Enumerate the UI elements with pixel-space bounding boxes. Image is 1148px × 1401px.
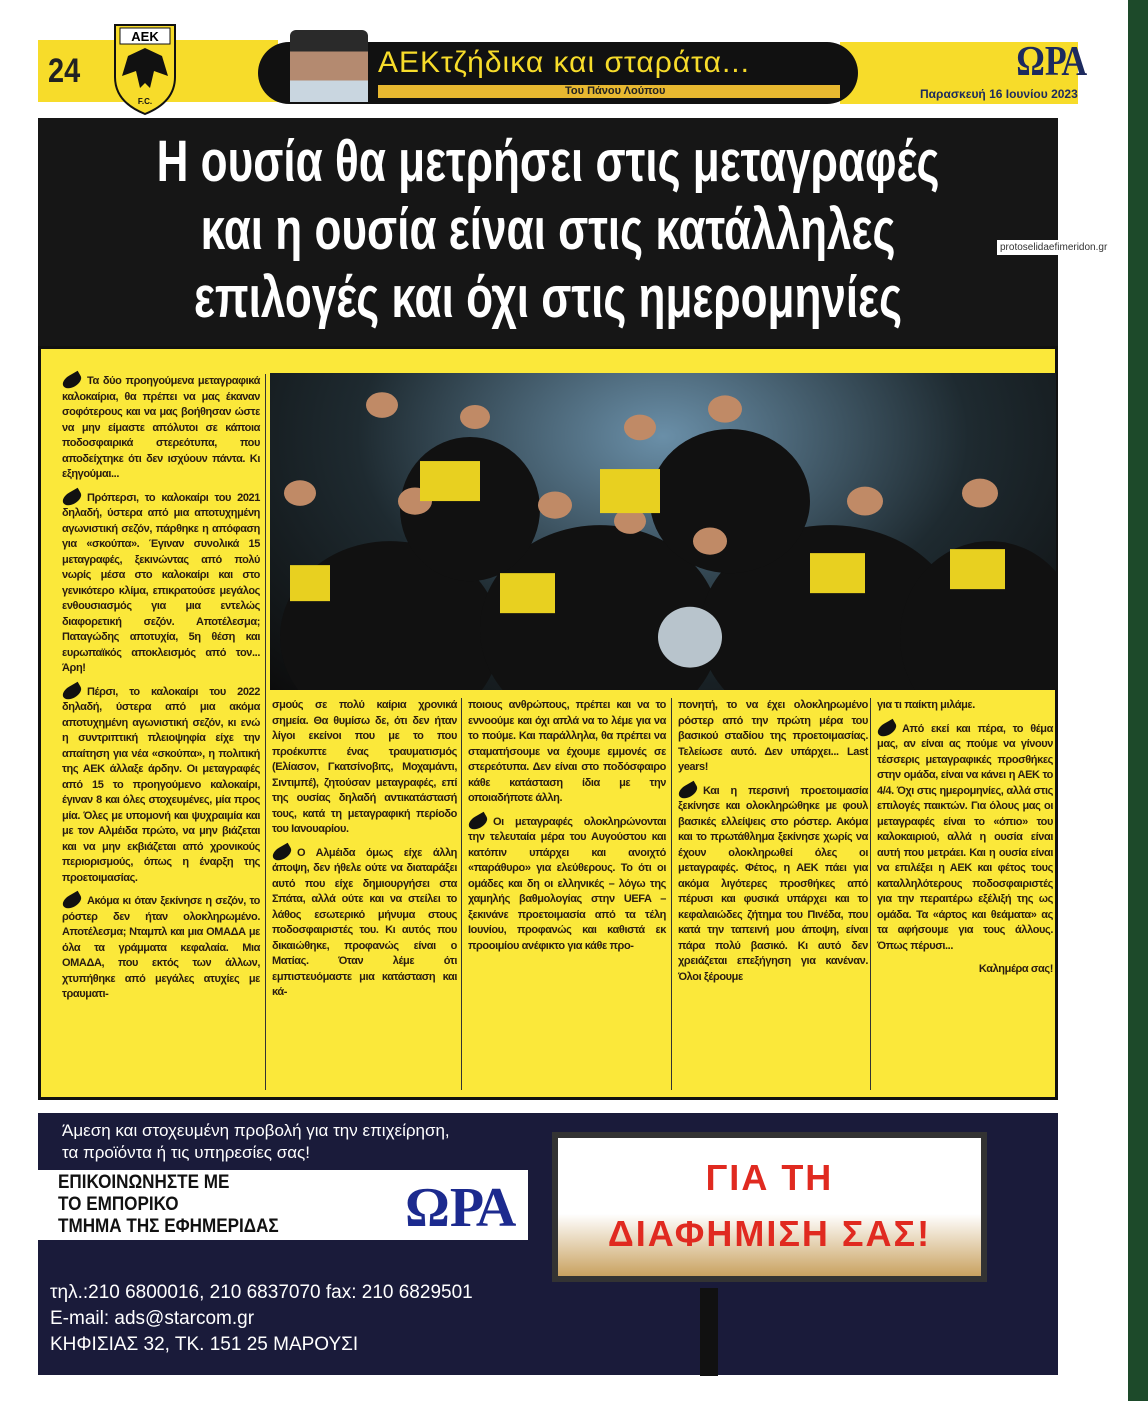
paragraph: Τα δύο προηγούμενα μεταγραφικά καλοκαίρια, θα πρέπει να μας έκαναν σοφότερους και να μας βοήθησαν ώστε να μην είμαστε απόλυτοι σε κάποια ποδοσφαιρικά στερεότυπα, που αποδείχτηκε ότι δεν ισχύουν πάντα. Κι εξηγούμαι... — [62, 375, 260, 480]
article-column-1 — [62, 374, 260, 1011]
ad-brand-logo: ΩΡΑ — [405, 1177, 517, 1239]
paragraph: Πρόπερσι, το καλοκαίρι του 2021 δηλαδή, ύστερα από μια αποτυχημένη αγωνιστική σεζόν, πάρθηκε η απόφαση για «σκούπα». Έγιναν συνολικά 15 μεταγραφές, ξεκινώντας από πολύ νωρίς μέσα στο καλοκαίρι και στο γενικότερο κλίμα, επικρατούσε μεγάλος ενθουσιασμός για μια εντελώς διαφορετική σεζόν. Αποτέλεσμα; Παταγώδης αποτυχία, 5η θέση και ευρωπαϊκός αποκλεισμός από τον... Άρη! — [62, 491, 260, 674]
column-divider — [461, 698, 462, 1090]
ad-cta-line: ΤΟ ΕΜΠΟΡΙΚΟ — [58, 1194, 179, 1215]
ad-phone: τηλ.:210 6800016, 210 6837070 fax: 210 6829501 — [50, 1282, 473, 1303]
article-column-5 — [877, 698, 1053, 978]
column-title: ΑΕΚτζήδικα και σταράτα... — [378, 46, 750, 79]
headline — [54, 128, 1042, 332]
article-column-4 — [678, 698, 868, 993]
paragraph: Και η περσινή προετοιμασία ξεκίνησε και ολοκληρώθηκε με φουλ βασικές ελλείψεις στο ρόστερ. Ακόμα και το πρωτάθλημα ξεκίνησε χωρίς να έχουν ολοκληρωθεί όλες οι μεταγραφές. Φέτος, η ΑΕΚ πάει για ακόμα λιγότερες προσθήκες από πέρυσι και φυσικά υπάρχει και το κεφαλαιώδες ζήτημα του Πινέδα, που κατά την ταπεινή μου άποψη, είναι πάρα πολύ βασικό. Κι αυτό δεν χρειάζεται επεξήγηση για κανέναν. Όλοι ξέρουμε — [678, 784, 868, 983]
headline-line: και η ουσία είναι στις κατάλληλες — [200, 197, 896, 262]
ad-tagline-line: τα προϊόντα ή τις υπηρεσίες σας! — [62, 1143, 310, 1162]
pen-icon — [270, 842, 293, 862]
paragraph: Από εκεί και πέρα, το θέμα μας, αν είναι ας πούμε να γίνουν τέσσερις μεταγραφικές προσθήκες στην ομάδα, είναι να κάνει η ΑΕΚ το 4/4. Όχι στις ημερομηνίες, αλλά στις επιλογές παικτών. Για όλους μας οι μεταγραφές είναι το «όπιο» του καλοκαιριού, αλλά η ουσία είναι αυτή που μετράει. Και η ουσία είναι να επιλέξει η ΑΕΚ και φέτος τους καταλληλότερους ποδοσφαιριστές για την περαιτέρω εξέλιξή της ως ομάδα. Τα «άρτος και θεάματα» ας τα αφήσουμε για τους άλλους. Όπως πέρυσι... — [877, 722, 1053, 952]
ad-tagline — [62, 1120, 450, 1164]
column-divider — [671, 698, 672, 1090]
pen-icon — [676, 780, 699, 800]
pen-icon — [60, 891, 83, 911]
pen-icon — [60, 681, 83, 701]
headline-line: επιλογές και όχι στις ημερομηνίες — [193, 265, 903, 330]
paragraph: ποιους ανθρώπους, πρέπει και να το εννοούμε και όχι απλά να το λέμε για να το πούμε. Και παράλληλα, θα πρέπει να σταματήσουμε να έχουμε εμμονές σε στερεότυπα. Δεν είναι στο ποδόσφαιρο κάθε κατάσταση ίδια με την οποιαδήποτε άλλη. — [468, 699, 666, 804]
headline-line: Η ουσία θα μετρήσει στις μεταγραφές — [156, 129, 940, 194]
ad-tagline-line: Άμεση και στοχευμένη προβολή για την επιχείρηση, — [62, 1121, 450, 1140]
crest-fc: F.C. — [137, 97, 153, 106]
pen-icon — [466, 811, 489, 831]
pen-icon — [60, 371, 83, 391]
column-divider — [265, 374, 266, 1090]
billboard-line: ΓΙΑ ΤΗ — [705, 1157, 834, 1198]
page-number: 24 — [48, 52, 81, 90]
pen-icon — [875, 718, 898, 738]
ad-cta-line: ΕΠΙΚΟΙΝΩΝΗΣΤΕ ΜΕ — [58, 1172, 230, 1193]
ad-address: ΚΗΦΙΣΙΑΣ 32, ΤΚ. 151 25 ΜΑΡΟΥΣΙ — [50, 1334, 359, 1355]
column-author: Του Πάνου Λούπου — [565, 85, 666, 97]
signoff: Καλημέρα σας! — [978, 963, 1053, 975]
column-divider — [870, 698, 871, 1090]
billboard-pole — [700, 1288, 718, 1376]
billboard-text — [552, 1150, 987, 1262]
ad-cta-line: ΤΜΗΜΑ ΤΗΣ ΕΦΗΜΕΡΙΔΑΣ — [58, 1216, 279, 1237]
article-column-2 — [272, 698, 457, 1009]
crest-text: ΑΕΚ — [131, 29, 159, 44]
author-avatar — [290, 30, 368, 102]
article-column-3 — [468, 698, 666, 962]
pen-icon — [60, 487, 83, 507]
team-celebration-photo — [270, 373, 1056, 690]
paragraph: Ακόμα κι όταν ξεκίνησε η σεζόν, το ρόστερ δεν ήταν ολοκληρωμένο. Αποτέλεσμα; Νταμπλ και μια ΟΜΑΔΑ με όλα τα γράμματα κεφαλαία. Μια ΟΜΑΔΑ, που εκτός των άλλων, χτυπήθηκε από μεγάλες ατυχίες με τραυματι- — [62, 895, 260, 1000]
paragraph: Οι μεταγραφές ολοκληρώνονται την τελευταία μέρα του Αυγούστου και κατόπιν υπάρχει και ανοιχτό «παράθυρο» για ελεύθερους. Το ότι οι ομάδες και δη οι ελληνικές – λόγω της χαμηλής βαθμολογίας στην UEFA – ξεκινάνε προετοιμασία από τα τέλη Ιουνίου, προφανώς και καθιστά εκ προοιμίου ανέφικτο για κάθε προ- — [468, 815, 666, 952]
issue-date: Παρασκευή 16 Ιουνίου 2023 — [920, 87, 1078, 101]
paragraph: σμούς σε πολύ καίρια χρονικά σημεία. Θα θυμίσω δε, ότι δεν ήταν λίγοι εκείνοι που με το που προέκυπτε ένας τραυματισμός (Ελίασον, Γκατσίνοβιτς, Μοχαμάντι, Σιντιμπέ), ζητούσαν μεταγραφές, επί της ουσίας δηλαδή αντικατάστασή τους, κατά τη μεταγραφική περίοδο του Ιανουαρίου. — [272, 699, 457, 835]
aek-crest-logo — [112, 22, 178, 116]
ad-contact — [50, 1280, 473, 1358]
paragraph: πονητή, το να έχει ολοκληρωμένο ρόστερ από την πρώτη μέρα του βασικού σταδίου της προετοιμασίας. Τελείωσε αυτό. Δεν υπάρχει... Last years! — [678, 699, 868, 773]
paragraph: Ο Αλμέιδα όμως είχε άλλη άποψη, δεν ήθελε ούτε να διαταράξει αυτό που είχε δημιουργήσει στα Σπάτα, αλλά ούτε και να στείλει το λάθος εσωτερικό μήνυμα στους ποδοσφαιριστές του. Κι αυτός που δικαιώθηκε, προφανώς είναι ο Ματίας. Όταν λέμε ότι εμπιστευόμαστε μια κατάσταση και κά- — [272, 846, 457, 998]
adjacent-page-edge — [1128, 0, 1148, 1401]
ad-cta — [58, 1172, 279, 1238]
ad-email: E-mail: ads@starcom.gr — [50, 1308, 255, 1329]
paragraph: Πέρσι, το καλοκαίρι του 2022 δηλαδή, ύστερα από μια ακόμα αποτυχημένη αγωνιστική σεζόν, κι ενώ η συντριπτική πλειοψηφία είχε την απαίτηση για νέα «σκούπα», η πολιτική της ΑΕΚ άλλαξε άρδην. Οι μεταγραφές από 15 το προηγούμενο καλοκαίρι, έγιναν 8 και όλες στοχευμένες, μία προς μία. Όλες με υπομονή και ψυχραιμία και με τον Αλμέιδα πρώτο, να μην βιάζεται και να μην εκβιάζεται από χρονικούς περιορισμούς, όπως η έναρξη της προετοιμασίας. — [62, 685, 260, 884]
billboard-line: ΔΙΑΦΗΜΙΣΗ ΣΑΣ! — [607, 1213, 932, 1254]
players-silhouettes — [270, 373, 1056, 690]
brand-logo: ΩΡΑ — [1016, 39, 1088, 85]
paragraph: για τι παίκτη μιλάμε. — [877, 699, 975, 711]
watermark: protoselidaefimeridon.gr — [997, 240, 1110, 255]
